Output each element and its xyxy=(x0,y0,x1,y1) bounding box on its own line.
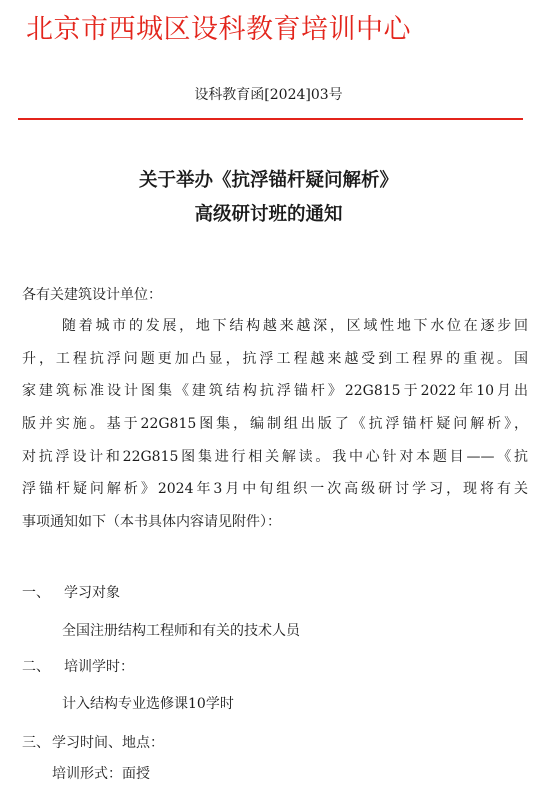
section-number: 二、 xyxy=(22,659,50,675)
section-content: 计入结构专业选修课10学时 xyxy=(62,696,234,712)
document-number: 设科教育函[2024]03号 xyxy=(194,87,343,103)
header-divider xyxy=(18,118,523,120)
section-heading: 学习对象 xyxy=(64,585,120,601)
section-heading: 学习时间、地点： xyxy=(52,735,164,751)
section-heading: 培训学时： xyxy=(64,659,134,675)
notice-title-line-1: 关于举办《抗浮锚杆疑问解析》 xyxy=(138,170,398,191)
notice-title-line-2: 高级研讨班的通知 xyxy=(194,204,343,225)
paragraph-line: 浮锚杆疑问解析》2024年3月中旬组织一次高级研讨学习，现将有关 xyxy=(22,481,528,498)
paragraph-line: 事项通知如下（本书具体内容请见附件）： xyxy=(22,514,281,531)
paragraph-line: 升，工程抗浮问题更加凸显，抗浮工程越来越受到工程界的重视。国 xyxy=(22,350,528,367)
paragraph-line: 对抗浮设计和22G815图集进行相关解读。我中心针对本题目——《抗 xyxy=(22,448,528,465)
paragraph-line: 随着城市的发展，地下结构越来越深，区域性地下水位在逐步回 xyxy=(62,318,528,334)
section-number: 一、 xyxy=(22,585,50,601)
organization-name: 北京市西城区设科教育培训中心 xyxy=(26,14,411,45)
section-number: 三、 xyxy=(22,735,50,751)
paragraph-line: 版并实施。基于22G815图集，编制组出版了《抗浮锚杆疑问解析》， xyxy=(22,416,528,433)
salutation: 各有关建筑设计单位： xyxy=(22,287,162,303)
body-paragraph xyxy=(22,316,528,545)
paragraph-line: 家建筑标准设计图集《建筑结构抗浮锚杆》22G815于2022年10月出 xyxy=(22,383,528,400)
section-content: 培训形式：面授 xyxy=(52,766,150,782)
section-content: 全国注册结构工程师和有关的技术人员 xyxy=(62,623,300,639)
